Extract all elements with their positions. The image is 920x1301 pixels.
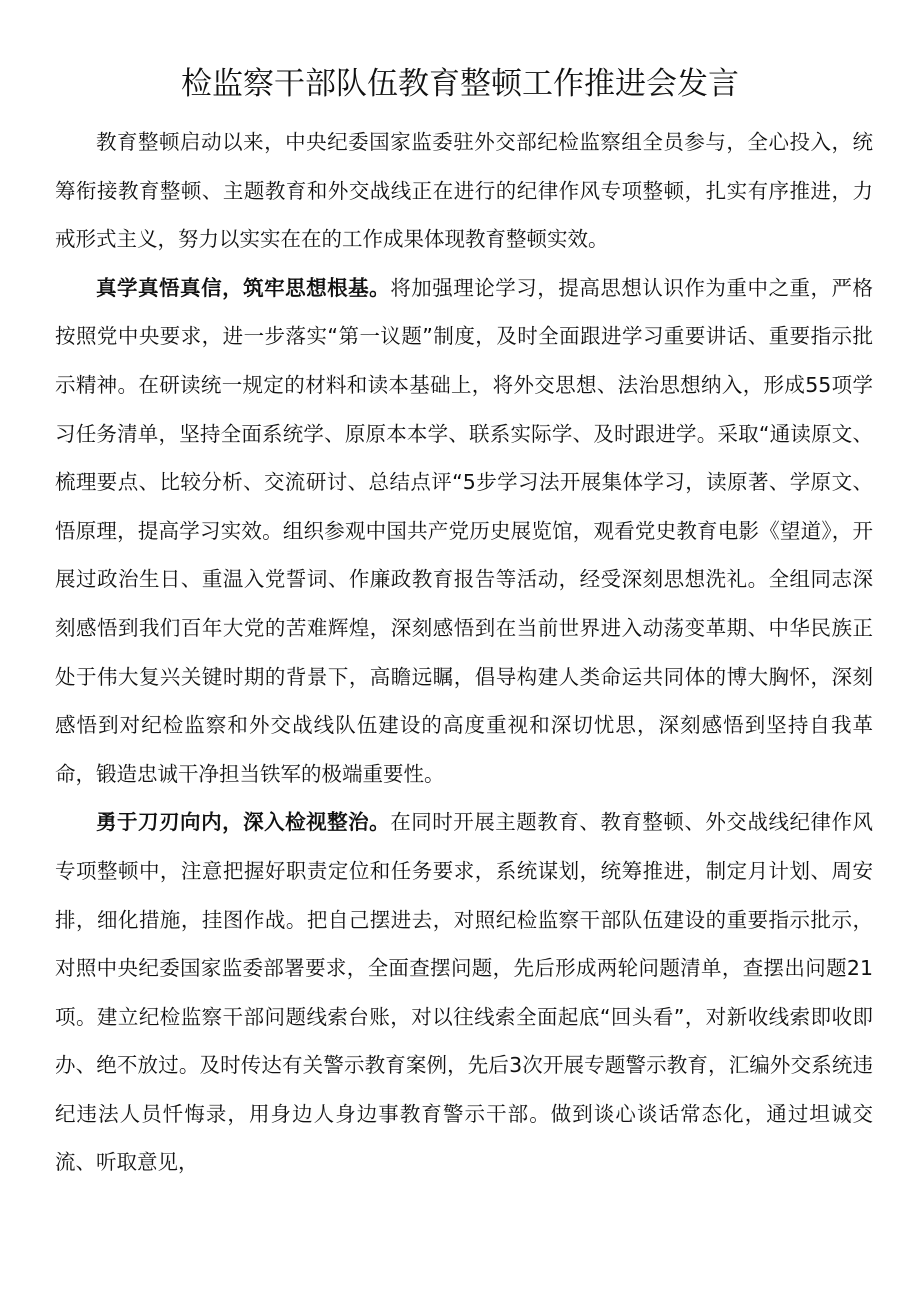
paragraph-intro bbox=[55, 118, 873, 264]
paragraph-lead: 勇于刀刃向内，深入检视整治。 bbox=[96, 810, 391, 835]
paragraph-text: 教育整顿启动以来，中央纪委国家监委驻外交部纪检监察组全员参与，全心投入，统筹衔接教育整顿、主题教育和外交战线正在进行的纪律作风专项整顿，扎实有序推进，力戒形式主义，努力以实实在在的工作成果体现教育整顿实效。 bbox=[55, 130, 873, 252]
paragraph-lead: 真学真悟真信，筑牢思想根基。 bbox=[96, 275, 391, 300]
document-title: 检监察干部队伍教育整顿工作推进会发言 bbox=[181, 66, 739, 102]
paragraph-inspection bbox=[55, 798, 873, 1187]
paragraph-text: 在同时开展主题教育、教育整顿、外交战线纪律作风专项整顿中，注意把握好职责定位和任务要求，系统谋划，统筹推进，制定月计划、周安排，细化措施，挂图作战。把自己摆进去，对照纪检监察干部队伍建设的重要指示批示，对照中央纪委国家监委部署要求，全面查摆问题，先后形成两轮问题清单，查摆出问题21项。建立纪检监察干部问题线索台账，对以往线索全面起底“回头看”，对新收线索即收即办、绝不放过。及时传达有关警示教育案例，先后3次开展专题警示教育，汇编外交系统违纪违法人员忏悔录，用身边人身边事教育警示干部。做到谈心谈话常态化，通过坦诚交流、听取意见， bbox=[55, 810, 874, 1175]
paragraph-text: 将加强理论学习，提高思想认识作为重中之重，严格按照党中央要求，进一步落实“第一议题”制度，及时全面跟进学习重要讲话、重要指示批示精神。在研读统一规定的材料和读本基础上，将外交思想、法治思想纳入，形成55项学习任务清单，坚持全面系统学、原原本本学、联系实际学、及时跟进学。采取“通读原文、梳理要点、比较分析、交流研讨、总结点评“5步学习法开展集体学习，读原著、学原文、悟原理，提高学习实效。组织参观中国共产党历史展览馆，观看党史教育电影《望道》，开展过政治生日、重温入党誓词、作廉政教育报告等活动，经受深刻思想洗礼。全组同志深刻感悟到我们百年大党的苦难辉煌，深刻感悟到在当前世界进入动荡变革期、中华民族正处于伟大复兴关键时期的背景下，高瞻远瞩，倡导构建人类命运共同体的博大胸怀，深刻感悟到对纪检监察和外交战线队伍建设的高度重视和深切忧思，深刻感悟到坚持自我革命，锻造忠诚干净担当铁军的极端重要性。 bbox=[55, 275, 874, 786]
document-body bbox=[55, 118, 873, 1187]
paragraph-study bbox=[55, 264, 873, 799]
